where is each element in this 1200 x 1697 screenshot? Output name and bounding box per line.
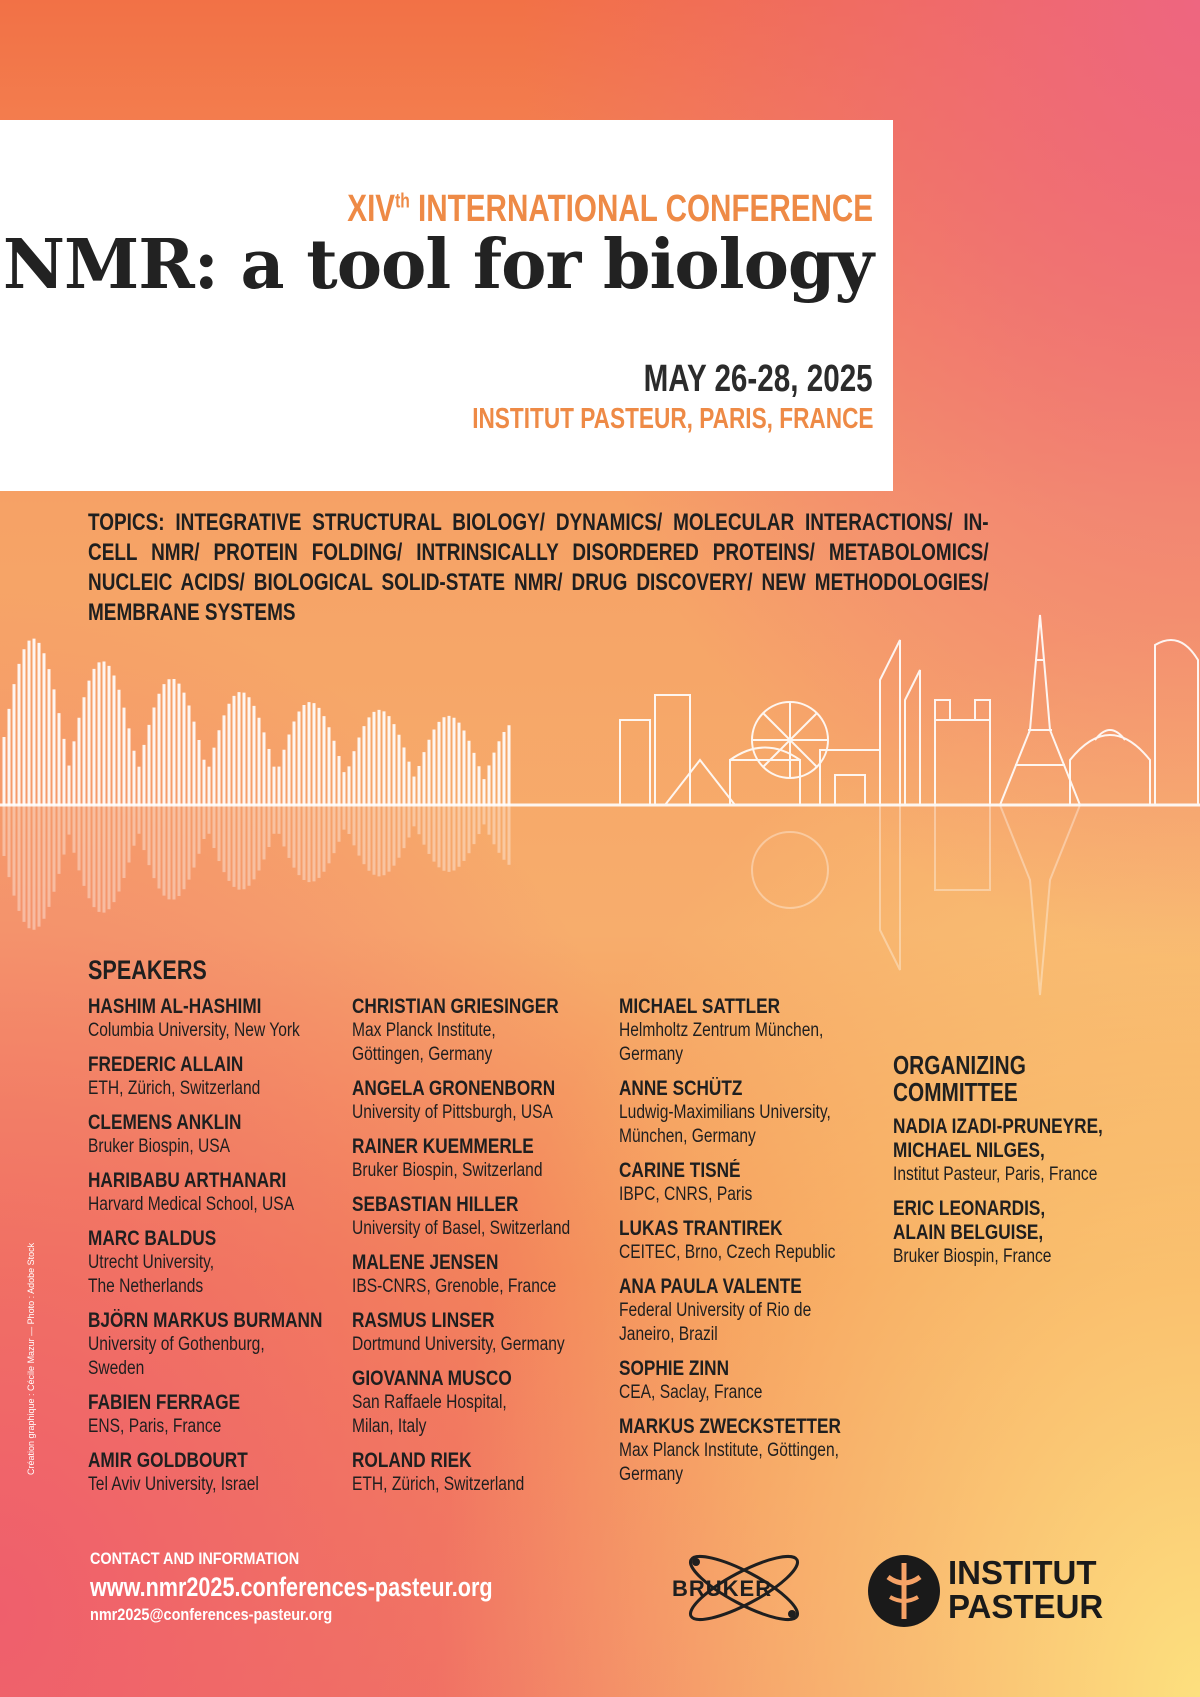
organizer-names: ERIC LEONARDIS, ALAIN BELGUISE,: [893, 1197, 1046, 1244]
speaker-name: ANNE SCHÜTZ: [619, 1077, 743, 1100]
speaker-affiliation: Max Planck Institute, Göttingen, Germany: [352, 1020, 496, 1065]
speaker-name: AMIR GOLDBOURT: [88, 1449, 248, 1472]
organizer-group: [893, 1115, 1149, 1187]
organizer-affiliation: Institut Pasteur, Paris, France: [893, 1164, 1098, 1185]
speaker-name: RASMUS LINSER: [352, 1309, 495, 1332]
speaker-name: ANA PAULA VALENTE: [619, 1275, 802, 1298]
speaker-name: MALENE JENSEN: [352, 1251, 499, 1274]
speaker-affiliation: Federal University of Rio de Janeiro, Brazil: [619, 1300, 812, 1345]
conference-edition: XIV: [347, 188, 395, 230]
speaker-affiliation: Utrecht University, The Netherlands: [88, 1252, 215, 1297]
speaker-name: MARKUS ZWECKSTETTER: [619, 1415, 841, 1438]
speaker-name: HARIBABU ARTHANARI: [88, 1169, 287, 1192]
website-link[interactable]: www.nmr2025.conferences-pasteur.org: [90, 1572, 493, 1602]
speaker-affiliation: Tel Aviv University, Israel: [88, 1474, 259, 1495]
photo-credit: Création graphique : Cécile Mazur — Photo : Adobe Stock: [26, 1242, 36, 1475]
speaker-name: FABIEN FERRAGE: [88, 1391, 241, 1414]
contact-label: CONTACT AND INFORMATION: [90, 1549, 300, 1568]
speaker-affiliation: IBPC, CNRS, Paris: [619, 1184, 753, 1205]
conference-ordinal: th: [394, 190, 410, 213]
speaker-affiliation: Dortmund University, Germany: [352, 1334, 565, 1355]
organizer-affiliation: Bruker Biospin, France: [893, 1246, 1052, 1267]
speaker-affiliation: Columbia University, New York: [88, 1020, 300, 1041]
speaker-affiliation: University of Basel, Switzerland: [352, 1218, 571, 1239]
speaker-name: HASHIM AL-HASHIMI: [88, 995, 262, 1018]
speaker-name: CARINE TISNÉ: [619, 1159, 741, 1182]
speaker-name: SEBASTIAN HILLER: [352, 1193, 519, 1216]
organizer-group: [893, 1197, 1149, 1269]
topics-list: TOPICS: INTEGRATIVE STRUCTURAL BIOLOGY/ DYNAMICS/ MOLECULAR INTERACTIONS/ IN-CELL NMR/ PROTEIN FOLDING/ INTRINSICALLY DISORDERED PROTEINS/ METABOLOMICS/ NUCLEIC ACIDS/ BIOLOGICAL SOLID-STATE NMR/ DRUG DISCOVERY/ NEW METHODOLOGIES/ MEMBRANE SYSTEMS: [88, 509, 989, 626]
speaker-affiliation: San Raffaele Hospital, Milan, Italy: [352, 1392, 507, 1437]
speaker-name: MARC BALDUS: [88, 1227, 217, 1250]
organizing-committee-heading: ORGANIZING COMMITTEE: [893, 1050, 1026, 1107]
speaker-affiliation: Harvard Medical School, USA: [88, 1194, 295, 1215]
speaker-name: BJÖRN MARKUS BURMANN: [88, 1309, 323, 1332]
speaker-affiliation: University of Pittsburgh, USA: [352, 1102, 553, 1123]
speaker-name: SOPHIE ZINN: [619, 1357, 730, 1380]
pasteur-emblem-icon: [866, 1553, 942, 1629]
speaker-entry: [619, 1275, 959, 1347]
organizer-names: NADIA IZADI-PRUNEYRE, MICHAEL NILGES,: [893, 1115, 1103, 1162]
conference-dates: MAY 26-28, 2025: [643, 358, 873, 400]
speaker-name: MICHAEL SATTLER: [619, 995, 781, 1018]
speaker-name: CHRISTIAN GRIESINGER: [352, 995, 559, 1018]
speaker-name: GIOVANNA MUSCO: [352, 1367, 512, 1390]
speaker-affiliation: Max Planck Institute, Göttingen, Germany: [619, 1440, 839, 1485]
conference-type: INTERNATIONAL CONFERENCE: [409, 188, 873, 230]
nmr-spectrum-graphic: [4, 639, 509, 930]
speaker-affiliation: ETH, Zürich, Switzerland: [88, 1078, 261, 1099]
speaker-affiliation: Ludwig-Maximilians University, München, Germany: [619, 1102, 831, 1147]
skyline-reflection: [752, 805, 1080, 995]
speaker-affiliation: ENS, Paris, France: [88, 1416, 222, 1437]
pasteur-logo-text: INSTITUT PASTEUR: [948, 1554, 1104, 1625]
speaker-name: FREDERIC ALLAIN: [88, 1053, 244, 1076]
speaker-affiliation: Bruker Biospin, USA: [88, 1136, 231, 1157]
speaker-affiliation: Bruker Biospin, Switzerland: [352, 1160, 543, 1181]
speaker-affiliation: IBS-CNRS, Grenoble, France: [352, 1276, 557, 1297]
speaker-name: ANGELA GRONENBORN: [352, 1077, 556, 1100]
speakers-heading: SPEAKERS: [88, 955, 207, 985]
speaker-name: LUKAS TRANTIREK: [619, 1217, 783, 1240]
speaker-affiliation: CEA, Saclay, France: [619, 1382, 763, 1403]
speaker-entry: [619, 1357, 959, 1405]
speaker-affiliation: University of Gothenburg, Sweden: [88, 1334, 265, 1379]
speaker-name: CLEMENS ANKLIN: [88, 1111, 242, 1134]
bruker-logo-text: BRUKER: [672, 1576, 773, 1601]
speaker-entry: [619, 1415, 959, 1487]
speaker-affiliation: CEITEC, Brno, Czech Republic: [619, 1242, 836, 1263]
speaker-name: ROLAND RIEK: [352, 1449, 472, 1472]
speaker-name: RAINER KUEMMERLE: [352, 1135, 534, 1158]
page-title: NMR: a tool for biology: [2, 225, 873, 305]
conference-venue: INSTITUT PASTEUR, PARIS, FRANCE: [471, 403, 873, 435]
title-panel: [0, 120, 893, 491]
email-link[interactable]: nmr2025@conferences-pasteur.org: [90, 1605, 333, 1624]
speaker-affiliation: ETH, Zürich, Switzerland: [352, 1474, 525, 1495]
organizing-committee-list: [893, 1115, 1149, 1279]
speaker-affiliation: Helmholtz Zentrum München, Germany: [619, 1020, 824, 1065]
